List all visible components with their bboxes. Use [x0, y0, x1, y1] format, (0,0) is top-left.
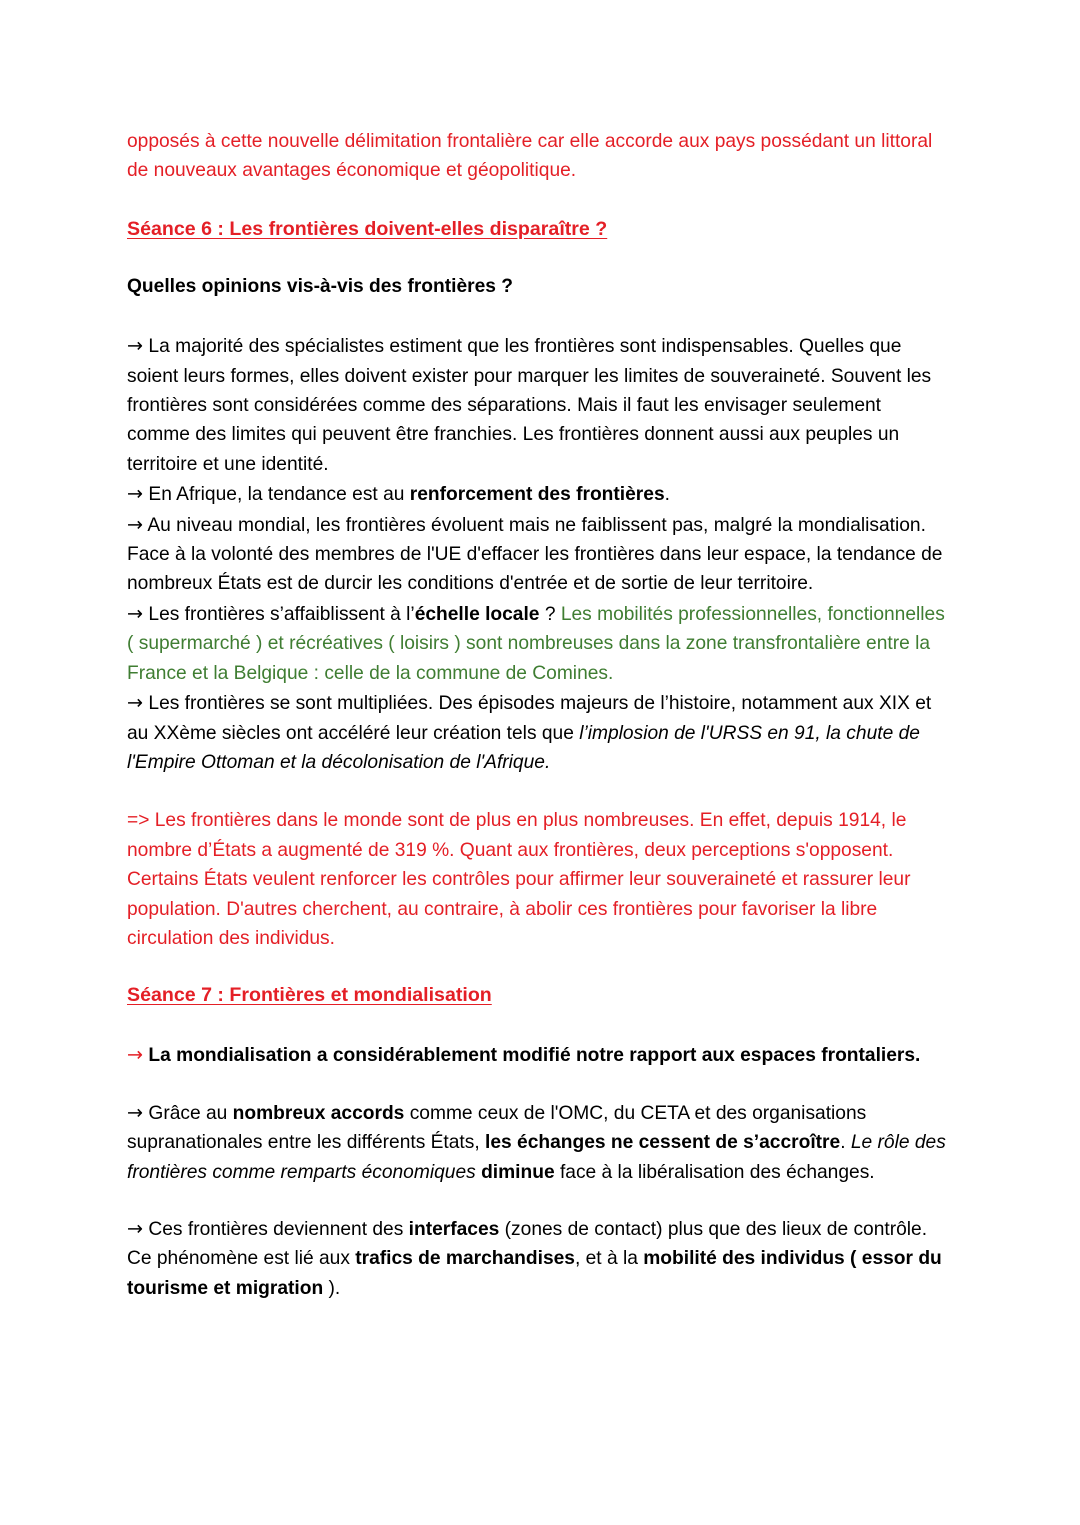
arrow-icon: → [127, 512, 144, 536]
text-segment: La majorité des spécialistes estiment que les frontières sont indispensables. Quelles que soient leurs formes, elles doivent exister pour marquer les limites de souveraineté. Souvent les frontières sont considérées comme des séparations. Mais il faut les envisager seulement comme des limites qui peuvent être franchies. Les frontières donnent aussi aux peuples un territoire et une identité. [127, 336, 932, 475]
spacer [127, 953, 947, 981]
bullet-paragraph [127, 1214, 947, 1303]
intro-paragraph: opposés à cette nouvelle délimitation frontalière car elle accorde aux pays possédant un littoral de nouveaux avantages économique et géopolitique. [127, 131, 933, 182]
seance-6-heading-row [127, 215, 947, 244]
spacer [127, 301, 947, 331]
text-segment: . [840, 1132, 851, 1154]
arrow-icon: → [127, 601, 144, 625]
text-segment: En Afrique, la tendance est au [143, 484, 410, 506]
bullet-paragraph [127, 1040, 947, 1070]
bullet-paragraph [127, 688, 947, 777]
spacer [127, 244, 947, 272]
seance-6-bullets [127, 331, 947, 777]
text-segment: renforcement des frontières [409, 484, 665, 506]
text-segment: nombreux accords [232, 1102, 405, 1124]
seance-6-conclusion [127, 806, 947, 953]
text-segment: Au niveau mondial, les frontières évoluent mais ne faiblissent pas, malgré la mondialisation. Face à la volonté des membres de l'UE d'effacer les frontières dans leur espace, la tendance de nombreux États est de durcir les conditions d'entrée et de sortie de leur territoire. [127, 514, 943, 595]
document-body [127, 127, 947, 1303]
seance-7-heading-row [127, 981, 947, 1010]
bullet-paragraph [127, 1098, 947, 1187]
text-segment: Les mobilités professionnelles, fonctionnelles ( supermarché ) et récréatives ( loisirs ) sont nombreuses dans la zone transfrontalière entre la France et la Belgique : celle de la commune de Comines. [127, 603, 945, 684]
text-segment: comme ceux de l'OMC, du CETA et des organisations supranationales entre les différents États, [127, 1102, 867, 1154]
arrow-icon: → [127, 691, 144, 715]
bullet-paragraph [127, 331, 947, 479]
text-segment: mobilité des individus ( essor du tourisme et migration [127, 1248, 942, 1299]
text-segment: Ces frontières deviennent des [143, 1218, 409, 1240]
seance-7-bullets [127, 1040, 947, 1303]
spacer [127, 1187, 947, 1214]
arrow-icon: → [127, 482, 144, 506]
bullet-paragraph [127, 510, 947, 599]
text-segment: trafics de marchandises [355, 1248, 575, 1270]
bullet-paragraph [127, 479, 947, 509]
seance-7-heading: Séance 7 : Frontières et mondialisation [127, 984, 492, 1007]
spacer [127, 186, 947, 215]
text-segment: échelle locale [414, 603, 540, 625]
bullet-paragraph [127, 599, 947, 688]
spacer [127, 1071, 947, 1098]
text-segment: Les frontières s’affaiblissent à l’ [143, 603, 415, 625]
arrow-icon: → [127, 1100, 144, 1124]
arrow-icon: → [127, 1043, 144, 1067]
text-segment: ? [539, 603, 561, 625]
text-segment: La mondialisation a considérablement modifié notre rapport aux espaces frontaliers. [143, 1045, 921, 1067]
conclusion-text: Les frontières dans le monde sont de plus en plus nombreuses. En effet, depuis 1914, le nombre d’États a augmenté de 319 %. Quant aux frontières, deux perceptions s'opposent. Certains États veulent renforcer les contrôles pour affirmer leur souveraineté et rassurer leur population. D'autres cherchent, au contraire, à abolir ces frontières pour favoriser la libre circulation des individus. [127, 810, 911, 949]
arrow-icon: → [127, 1216, 144, 1240]
text-segment: ). [323, 1277, 341, 1299]
text-segment: (zones de contact) plus que des lieux de contrôle. Ce phénomène est lié aux [127, 1218, 928, 1270]
text-segment: , et à la [574, 1248, 644, 1270]
arrow-icon: → [127, 334, 144, 358]
spacer [127, 777, 947, 806]
text-segment: les échanges ne cessent de s’accroître [485, 1132, 841, 1154]
text-segment: Les frontières se sont multipliées. Des épisodes majeurs de l’histoire, notamment aux XIX et au XXème siècles ont accéléré leur création tels que [127, 693, 932, 744]
conclusion-marker: => [127, 810, 150, 832]
text-segment: l’implosion de l'URSS en 91, la chute de l'Empire Ottoman et la décolonisation de l'Afrique. [127, 722, 920, 773]
text-segment: face à la libéralisation des échanges. [554, 1161, 875, 1183]
text-segment: . [664, 484, 670, 506]
seance-6-question: Quelles opinions vis-à-vis des frontières ? [127, 275, 513, 297]
text-segment: Le rôle des frontières comme remparts économiques [127, 1132, 946, 1183]
spacer [127, 1010, 947, 1040]
seance-6-heading: Séance 6 : Les frontières doivent-elles disparaître ? [127, 217, 608, 240]
text-segment: diminue [481, 1161, 555, 1183]
text-segment: interfaces [408, 1218, 500, 1240]
text-segment: Grâce au [143, 1102, 233, 1124]
